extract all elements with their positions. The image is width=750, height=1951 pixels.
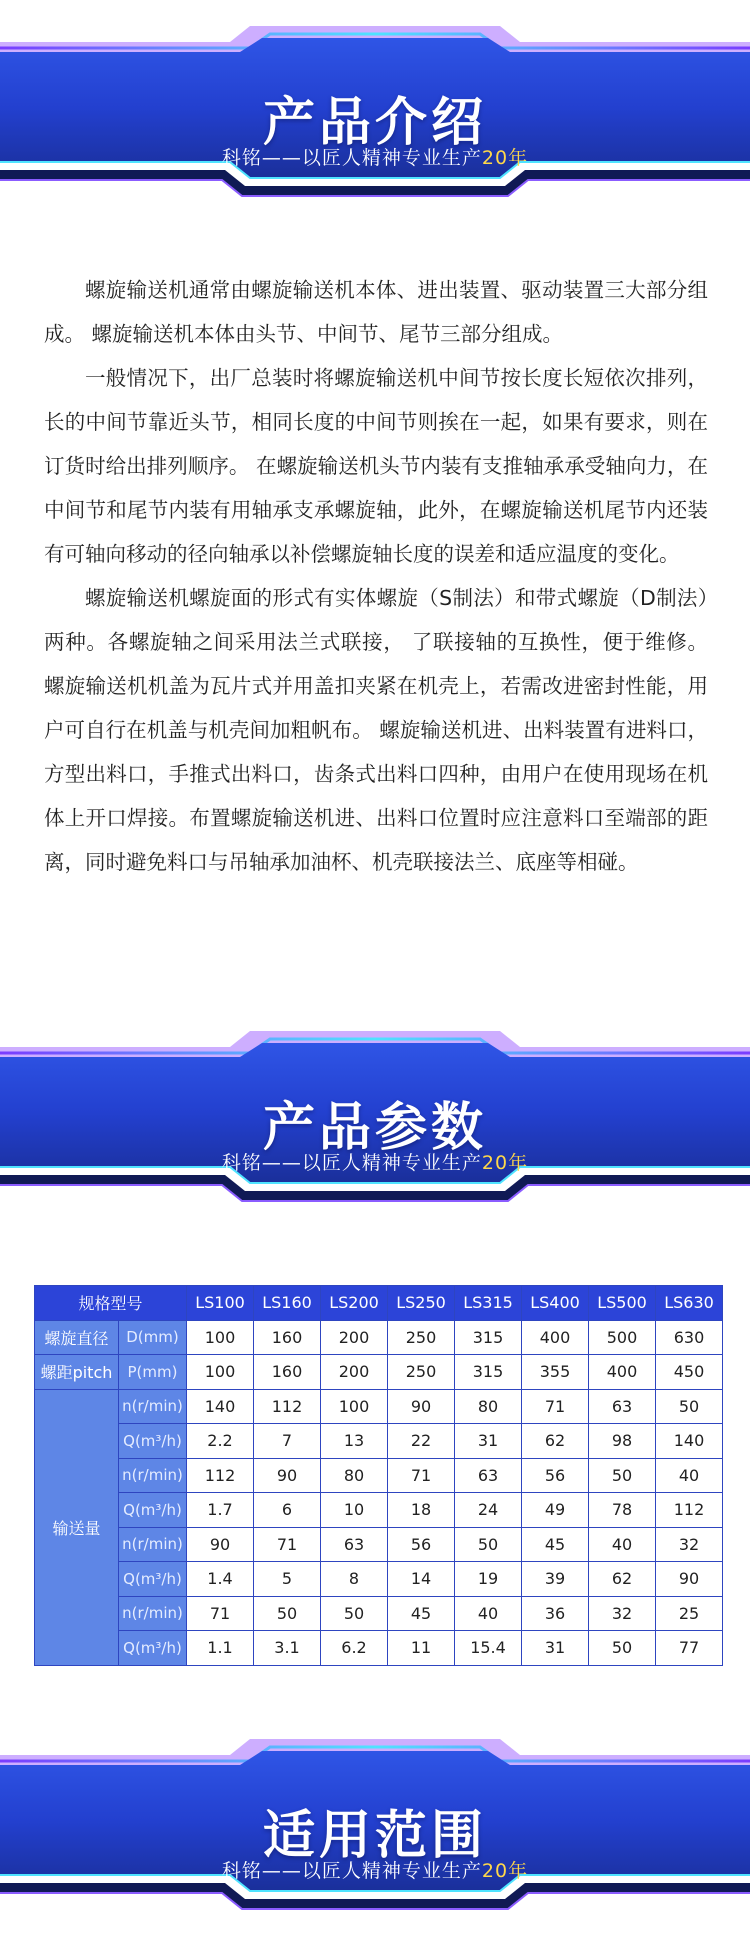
section-title: 适用范围	[262, 1806, 487, 1866]
table-cell: 63	[589, 1389, 656, 1424]
unit-cell: P(mm)	[119, 1355, 187, 1390]
table-cell: 400	[589, 1355, 656, 1390]
table-cell: 250	[388, 1320, 455, 1355]
table-cell: 39	[522, 1562, 589, 1597]
table-cell: 1.4	[187, 1562, 254, 1597]
table-cell: 200	[321, 1355, 388, 1390]
table-cell: 78	[589, 1493, 656, 1528]
model-header: LS250	[388, 1286, 455, 1321]
table-row	[35, 1631, 723, 1666]
table-cell: 40	[589, 1527, 656, 1562]
table-cell: 25	[656, 1596, 723, 1631]
table-cell: 18	[388, 1493, 455, 1528]
section-title: 产品介绍	[262, 93, 487, 153]
table-cell: 45	[388, 1596, 455, 1631]
params-table	[34, 1285, 723, 1666]
table-cell: 50	[321, 1596, 388, 1631]
table-cell: 14	[388, 1562, 455, 1597]
table-cell: 50	[656, 1389, 723, 1424]
table-cell: 71	[187, 1596, 254, 1631]
table-cell: 160	[254, 1355, 321, 1390]
intro-paragraph: 一般情况下，出厂总装时将螺旋输送机中间节按长度长短依次排列， 长的中间节靠近头节，相同长度的中间节则挨在一起，如果有要求，则在订货时给出排列顺序。 在螺旋输送机头节内装有支推轴承承受轴向力，在中间节和尾节内装有用轴承支承螺旋轴，此外，在螺旋输送机尾节内还装有可轴向移动的径向轴承以补偿螺旋轴长度的误差和适应温度的变化。	[44, 366, 708, 566]
table-row	[35, 1355, 723, 1390]
table-row	[35, 1389, 723, 1424]
table-cell: 50	[455, 1527, 522, 1562]
table-cell: 1.1	[187, 1631, 254, 1666]
model-header: LS500	[589, 1286, 656, 1321]
table-cell: 6.2	[321, 1631, 388, 1666]
table-cell: 50	[589, 1631, 656, 1666]
table-cell: 315	[455, 1320, 522, 1355]
table-cell: 19	[455, 1562, 522, 1597]
table-cell: 1.7	[187, 1493, 254, 1528]
table-cell: 5	[254, 1562, 321, 1597]
model-header: LS400	[522, 1286, 589, 1321]
row-label: 螺旋直径	[35, 1320, 119, 1355]
section-subtitle: 科铭——以匠人精神专业生产20年	[221, 147, 529, 169]
table-cell: 71	[388, 1458, 455, 1493]
table-row	[35, 1562, 723, 1597]
section-title: 产品参数	[262, 1098, 487, 1158]
model-header: LS200	[321, 1286, 388, 1321]
table-cell: 250	[388, 1355, 455, 1390]
section-subtitle: 科铭——以匠人精神专业生产20年	[221, 1152, 529, 1174]
table-cell: 56	[388, 1527, 455, 1562]
table-cell: 112	[254, 1389, 321, 1424]
row-label: 螺距pitch	[35, 1355, 119, 1390]
corner-label: 规格型号	[35, 1286, 187, 1321]
table-cell: 90	[656, 1562, 723, 1597]
table-cell: 50	[254, 1596, 321, 1631]
capacity-label: 输送量	[35, 1389, 119, 1665]
table-row	[35, 1320, 723, 1355]
table-cell: 630	[656, 1320, 723, 1355]
intro-paragraph: 螺旋输送机螺旋面的形式有实体螺旋（S制法）和带式螺旋（D制法）两种。各螺旋轴之间采用法兰式联接， 了联接轴的互换性，便于维修。 螺旋输送机机盖为瓦片式并用盖扣夹紧在机壳上，若需改进密封性能，用户可自行在机盖与机壳间加粗帆布。 螺旋输送机进、出料装置有进料口，方型出料口，手推式出料口，齿条式出料口四种，由用户在使用现场在机体上开口焊接。布置螺旋输送机进、出料口位置时应注意料口至端部的距离，同时避免料口与吊轴承加油杯、机壳联接法兰、底座等相碰。	[44, 586, 708, 874]
table-cell: 112	[656, 1493, 723, 1528]
model-header: LS100	[187, 1286, 254, 1321]
unit-cell: D(mm)	[119, 1320, 187, 1355]
table-cell: 15.4	[455, 1631, 522, 1666]
unit-cell: n(r/min)	[119, 1596, 187, 1631]
model-header: LS315	[455, 1286, 522, 1321]
intro-text	[44, 268, 708, 884]
table-cell: 50	[589, 1458, 656, 1493]
table-row	[35, 1493, 723, 1528]
table-cell: 140	[656, 1424, 723, 1459]
table-cell: 71	[522, 1389, 589, 1424]
table-row	[35, 1527, 723, 1562]
table-cell: 6	[254, 1493, 321, 1528]
table-cell: 112	[187, 1458, 254, 1493]
unit-cell: Q(m³/h)	[119, 1631, 187, 1666]
table-cell: 62	[589, 1562, 656, 1597]
section-subtitle: 科铭——以匠人精神专业生产20年	[221, 1860, 529, 1882]
table-cell: 200	[321, 1320, 388, 1355]
table-cell: 98	[589, 1424, 656, 1459]
model-header: LS630	[656, 1286, 723, 1321]
unit-cell: Q(m³/h)	[119, 1424, 187, 1459]
table-cell: 90	[254, 1458, 321, 1493]
table-cell: 100	[187, 1355, 254, 1390]
unit-cell: Q(m³/h)	[119, 1562, 187, 1597]
table-cell: 13	[321, 1424, 388, 1459]
table-cell: 80	[321, 1458, 388, 1493]
table-cell: 49	[522, 1493, 589, 1528]
table-cell: 45	[522, 1527, 589, 1562]
table-cell: 11	[388, 1631, 455, 1666]
table-cell: 56	[522, 1458, 589, 1493]
table-header-row	[35, 1286, 723, 1321]
table-cell: 2.2	[187, 1424, 254, 1459]
table-cell: 32	[589, 1596, 656, 1631]
table-cell: 77	[656, 1631, 723, 1666]
table-cell: 7	[254, 1424, 321, 1459]
model-header: LS160	[254, 1286, 321, 1321]
table-cell: 140	[187, 1389, 254, 1424]
table-cell: 90	[388, 1389, 455, 1424]
table-cell: 90	[187, 1527, 254, 1562]
table-cell: 22	[388, 1424, 455, 1459]
unit-cell: n(r/min)	[119, 1389, 187, 1424]
table-cell: 355	[522, 1355, 589, 1390]
table-cell: 40	[455, 1596, 522, 1631]
table-cell: 100	[321, 1389, 388, 1424]
unit-cell: n(r/min)	[119, 1527, 187, 1562]
table-cell: 80	[455, 1389, 522, 1424]
table-cell: 160	[254, 1320, 321, 1355]
table-cell: 24	[455, 1493, 522, 1528]
table-row	[35, 1596, 723, 1631]
table-cell: 63	[455, 1458, 522, 1493]
table-cell: 32	[656, 1527, 723, 1562]
table-row	[35, 1424, 723, 1459]
table-row	[35, 1458, 723, 1493]
table-cell: 400	[522, 1320, 589, 1355]
section-banner-params	[0, 1025, 750, 1225]
table-cell: 63	[321, 1527, 388, 1562]
table-cell: 450	[656, 1355, 723, 1390]
unit-cell: n(r/min)	[119, 1458, 187, 1493]
table-cell: 10	[321, 1493, 388, 1528]
table-cell: 62	[522, 1424, 589, 1459]
table-cell: 3.1	[254, 1631, 321, 1666]
table-cell: 40	[656, 1458, 723, 1493]
table-cell: 500	[589, 1320, 656, 1355]
unit-cell: Q(m³/h)	[119, 1493, 187, 1528]
table-cell: 31	[455, 1424, 522, 1459]
table-cell: 100	[187, 1320, 254, 1355]
table-cell: 31	[522, 1631, 589, 1666]
table-cell: 315	[455, 1355, 522, 1390]
table-cell: 8	[321, 1562, 388, 1597]
table-cell: 36	[522, 1596, 589, 1631]
table-cell: 71	[254, 1527, 321, 1562]
section-banner-scope	[0, 1733, 750, 1933]
intro-paragraph: 螺旋输送机通常由螺旋输送机本体、进出装置、驱动装置三大部分组成。 螺旋输送机本体由头节、中间节、尾节三部分组成。	[44, 278, 708, 346]
section-banner-intro	[0, 20, 750, 220]
